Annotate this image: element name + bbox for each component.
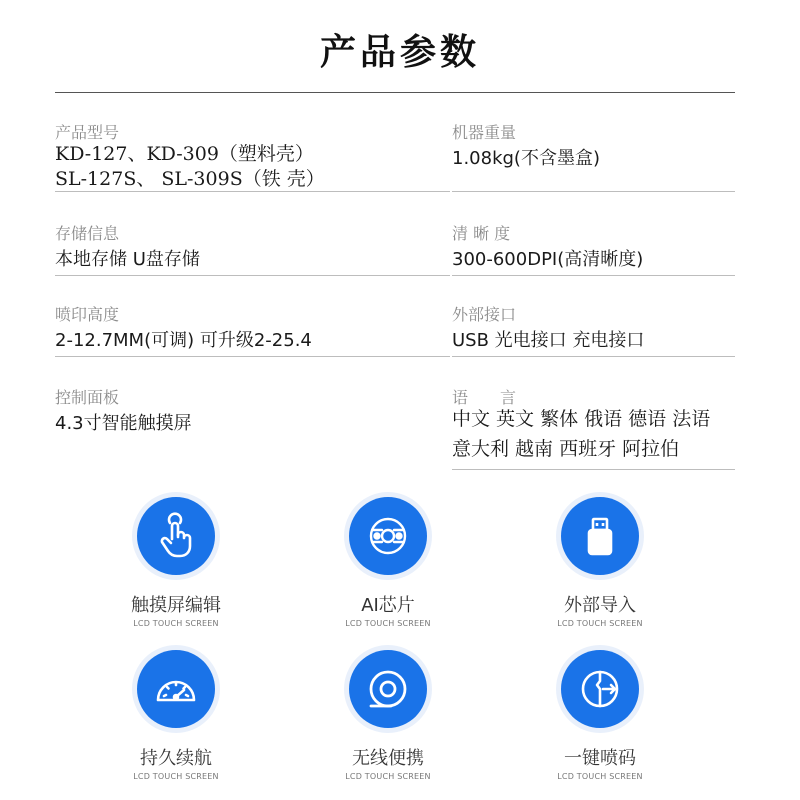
gauge-icon bbox=[137, 650, 215, 728]
feature-one-click-print bbox=[500, 650, 700, 781]
spec-value: USB 光电接口 充电接口 bbox=[452, 330, 645, 351]
spec-value-line1: 中文 英文 繁体 俄语 德语 法语 bbox=[452, 408, 711, 430]
feature-battery bbox=[76, 650, 276, 781]
divider bbox=[452, 469, 735, 470]
spec-label: 语 言 bbox=[452, 388, 517, 407]
feature-name: 持久续航 bbox=[140, 748, 212, 769]
feature-name: 一键喷码 bbox=[564, 748, 636, 769]
feature-external-import bbox=[500, 497, 700, 628]
spec-label: 清 晰 度 bbox=[452, 224, 511, 243]
feature-subtitle: LCD TOUCH SCREEN bbox=[133, 619, 219, 628]
feature-wireless bbox=[288, 650, 488, 781]
spec-value: 300-600DPI(高清晰度) bbox=[452, 249, 644, 270]
feature-name: 无线便携 bbox=[352, 748, 424, 769]
spec-label: 喷印高度 bbox=[55, 305, 120, 324]
spec-label: 产品型号 bbox=[55, 123, 120, 142]
feature-name: AI芯片 bbox=[361, 595, 415, 616]
divider bbox=[55, 191, 450, 192]
print-icon bbox=[561, 650, 639, 728]
spec-label: 外部接口 bbox=[452, 305, 517, 324]
divider bbox=[55, 275, 450, 276]
feature-subtitle: LCD TOUCH SCREEN bbox=[133, 772, 219, 781]
divider bbox=[452, 191, 735, 192]
spec-value-line2: 意大利 越南 西班牙 阿拉伯 bbox=[452, 438, 680, 460]
feature-subtitle: LCD TOUCH SCREEN bbox=[345, 619, 431, 628]
spec-value: 本地存储 U盘存储 bbox=[55, 249, 200, 270]
feature-subtitle: LCD TOUCH SCREEN bbox=[345, 772, 431, 781]
wireless-spiral-icon bbox=[349, 650, 427, 728]
feature-subtitle: LCD TOUCH SCREEN bbox=[557, 772, 643, 781]
spec-value: 1.08kg(不含墨盒) bbox=[452, 148, 600, 169]
divider bbox=[452, 275, 735, 276]
feature-name: 外部导入 bbox=[564, 595, 636, 616]
feature-touch-edit bbox=[76, 497, 276, 628]
page-title: 产品参数 bbox=[319, 32, 480, 73]
touch-hand-icon bbox=[137, 497, 215, 575]
divider bbox=[55, 92, 735, 93]
spec-value: 4.3寸智能触摸屏 bbox=[55, 413, 192, 434]
divider bbox=[452, 356, 735, 357]
feature-subtitle: LCD TOUCH SCREEN bbox=[557, 619, 643, 628]
spec-value: 2-12.7MM(可调) 可升级2-25.4 bbox=[55, 330, 312, 351]
spec-label: 存储信息 bbox=[55, 224, 120, 243]
spec-value-line1: KD-127、KD-309（塑料壳） bbox=[55, 143, 314, 165]
feature-ai-chip bbox=[288, 497, 488, 628]
feature-name: 触摸屏编辑 bbox=[131, 595, 221, 616]
usb-drive-icon bbox=[561, 497, 639, 575]
chip-icon bbox=[349, 497, 427, 575]
divider bbox=[55, 356, 450, 357]
spec-label: 控制面板 bbox=[55, 388, 120, 407]
spec-label: 机器重量 bbox=[452, 123, 517, 142]
spec-value-line2: SL-127S、 SL-309S（铁 壳） bbox=[55, 168, 325, 190]
